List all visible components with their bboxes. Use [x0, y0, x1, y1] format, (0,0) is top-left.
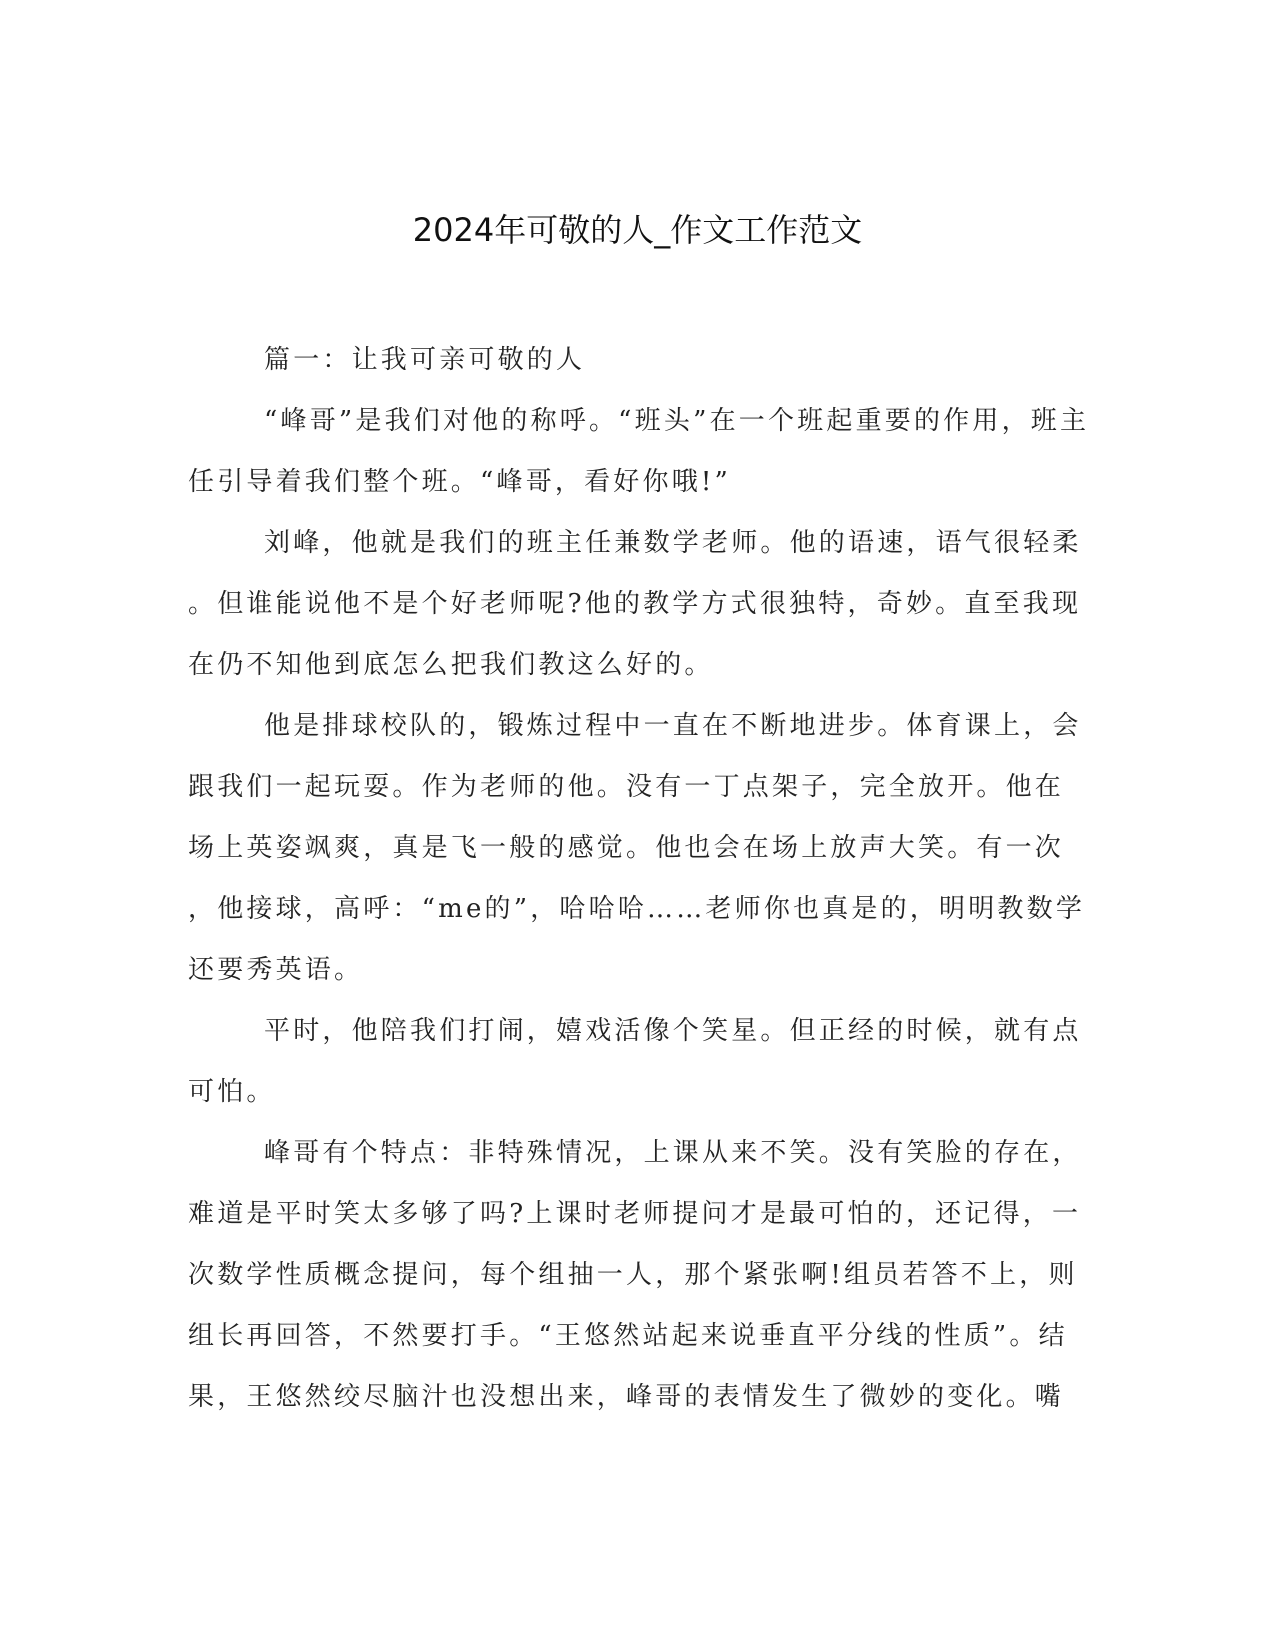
- body-text-line: 在仍不知他到底怎么把我们教这么好的。: [188, 650, 714, 680]
- body-text-line: 果，王悠然绞尽脑汁也没想出来，峰哥的表情发生了微妙的变化。嘴: [188, 1382, 1065, 1412]
- body-text-line: 还要秀英语。: [188, 955, 364, 985]
- body-text-line: 次数学性质概念提问，每个组抽一人，那个紧张啊!组员若答不上，则: [188, 1260, 1078, 1290]
- body-text-line: 组长再回答，不然要打手。“王悠然站起来说垂直平分线的性质”。结: [188, 1321, 1068, 1351]
- body-text-line: 峰哥有个特点：非特殊情况，上课从来不笑。没有笑脸的存在，: [264, 1138, 1082, 1168]
- document-body: [188, 330, 1090, 1428]
- body-text-line: 他是排球校队的，锻炼过程中一直在不断地进步。体育课上，会: [264, 711, 1082, 741]
- body-text-line: 。但谁能说他不是个好老师呢?他的教学方式很独特，奇妙。直至我现: [188, 589, 1082, 619]
- body-text-line: 刘峰，他就是我们的班主任兼数学老师。他的语速，语气很轻柔: [264, 528, 1082, 558]
- body-text-line: 任引导着我们整个班。“峰哥，看好你哦!”: [188, 467, 732, 497]
- body-text-line: 可怕。: [188, 1077, 276, 1107]
- body-text-line: 篇一：让我可亲可敬的人: [264, 345, 586, 375]
- body-text-line: ，他接球，高呼：“me的”，哈哈哈……老师你也真是的，明明教数学: [188, 894, 1086, 924]
- body-text-line: “峰哥”是我们对他的称呼。“班头”在一个班起重要的作用，班主: [264, 406, 1090, 436]
- body-text-line: 场上英姿飒爽，真是飞一般的感觉。他也会在场上放声大笑。有一次: [188, 833, 1065, 863]
- body-text-line: 难道是平时笑太多够了吗?上课时老师提问才是最可怕的，还记得，一: [188, 1199, 1082, 1229]
- body-text-line: 跟我们一起玩耍。作为老师的他。没有一丁点架子，完全放开。他在: [188, 772, 1065, 802]
- document-title: 2024年可敬的人_作文工作范文: [412, 211, 863, 249]
- body-text-line: 平时，他陪我们打闹，嬉戏活像个笑星。但正经的时候，就有点: [264, 1016, 1082, 1046]
